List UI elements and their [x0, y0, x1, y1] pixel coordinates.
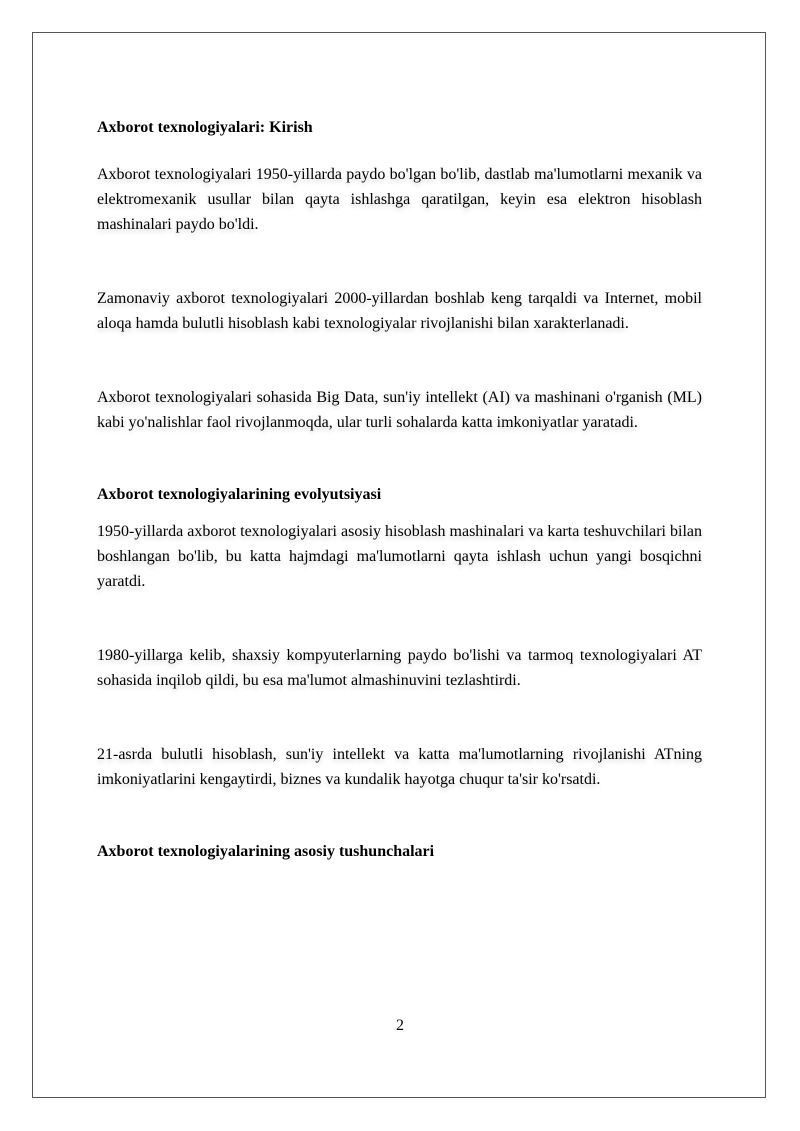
page-number: 2 — [396, 1017, 404, 1034]
document-body — [97, 116, 702, 864]
paragraph: Axborot texnologiyalari 1950-yillarda paydo bo'lgan bo'lib, dastlab ma'lumotlarni mexanik va elektromexanik usullar bilan qayta ishlashga qaratilgan, keyin esa elektron hisoblash mashinalari paydo bo'ldi. — [97, 166, 702, 233]
section-heading-core-concepts: Axborot texnologiyalarining asosiy tushunchalari — [97, 843, 435, 860]
paragraph: Zamonaviy axborot texnologiyalari 2000-yillardan boshlab keng tarqaldi va Internet, mobil aloqa hamda bulutli hisoblash kabi texnologiyalar rivojlanishi bilan xarakterlanadi. — [97, 290, 702, 332]
paragraph: Axborot texnologiyalari sohasida Big Data, sun'iy intellekt (AI) va mashinani o'rganish (ML) kabi yo'nalishlar faol rivojlanmoqda, ular turli sohalarda katta imkoniyatlar yaratadi. — [97, 389, 702, 431]
paragraph: 1950-yillarda axborot texnologiyalari asosiy hisoblash mashinalari va karta teshuvchilari bilan boshlangan bo'lib, bu katta hajmdagi ma'lumotlarni qayta ishlash uchun yangi bosqichni yaratdi. — [97, 523, 702, 590]
paragraph: 21-asrda bulutli hisoblash, sun'iy intellekt va katta ma'lumotlarning rivojlanishi ATning imkoniyatlarini kengaytirdi, biznes va kundalik hayotga chuqur ta'sir ko'rsatdi. — [97, 746, 702, 788]
section-heading-evolution: Axborot texnologiyalarining evolyutsiyasi — [97, 486, 382, 503]
paragraph: 1980-yillarga kelib, shaxsiy kompyuterlarning paydo bo'lishi va tarmoq texnologiyalari AT sohasida inqilob qildi, bu esa ma'lumot almashinuvini tezlashtirdi. — [97, 647, 702, 689]
section-heading-introduction: Axborot texnologiyalari: Kirish — [97, 119, 313, 136]
